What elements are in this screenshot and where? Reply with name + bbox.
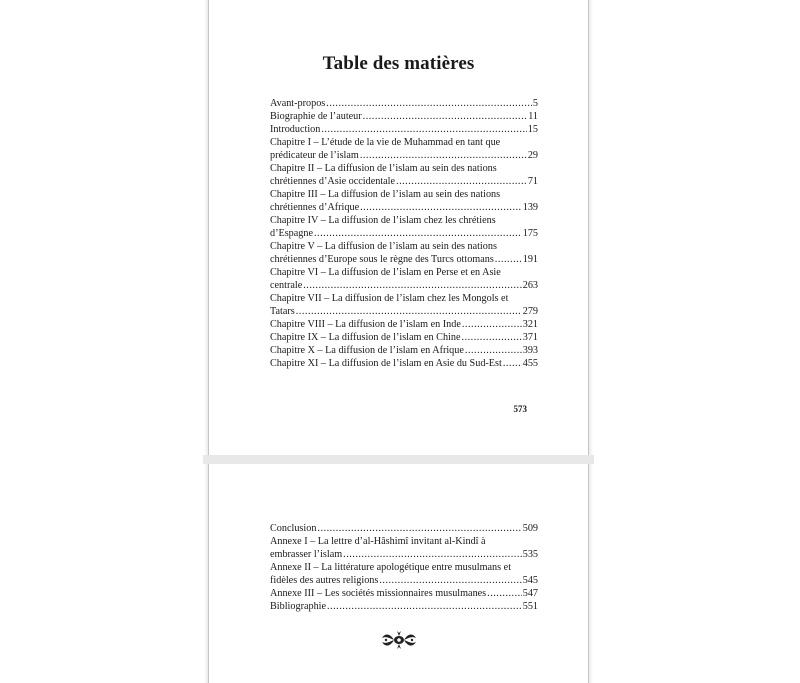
- toc-entry-title: Biographie de l’auteur: [270, 111, 362, 122]
- dot-leader: [462, 318, 522, 331]
- toc-entry-page: 535: [522, 549, 538, 560]
- toc-entry-title: embrasser l’islam: [270, 549, 343, 560]
- toc-entry-title: Chapitre VIII – La diffusion de l’islam en Inde: [270, 319, 461, 330]
- toc-entry-page: 71: [527, 176, 538, 187]
- dot-leader: [303, 279, 521, 292]
- fleuron-ornament-icon: [209, 630, 588, 655]
- toc-entry-page: 139: [522, 202, 538, 213]
- toc-entry-title: Chapitre X – La diffusion de l’islam en Afrique: [270, 345, 464, 356]
- toc-entry: [270, 600, 538, 613]
- toc-entry-title: chrétiennes d’Asie occidentale: [270, 176, 396, 187]
- dot-leader: [487, 587, 522, 600]
- toc-entry-title: Chapitre I – L’étude de la vie de Muhammad en tant que: [270, 137, 501, 148]
- toc-entry-title: Avant-propos: [270, 98, 326, 109]
- toc-entry-page: 393: [522, 345, 538, 356]
- dot-leader: [314, 227, 522, 240]
- toc-entry-page: 191: [522, 254, 538, 265]
- toc-entry-page: 279: [522, 306, 538, 317]
- dot-leader: [360, 201, 522, 214]
- dot-leader: [326, 97, 532, 110]
- toc-entry: [270, 123, 538, 136]
- dot-leader: [363, 110, 528, 123]
- toc-entry: [270, 344, 538, 357]
- toc-entry-title: Chapitre V – La diffusion de l’islam au sein des nations: [270, 241, 497, 252]
- toc-entry: [270, 331, 538, 344]
- toc-entry: [270, 136, 538, 162]
- toc-entry-title: chrétiennes d’Afrique: [270, 202, 360, 213]
- toc-entry-title: Chapitre VII – La diffusion de l’islam chez les Mongols et: [270, 293, 509, 304]
- dot-leader: [462, 331, 522, 344]
- toc-entry: [270, 162, 538, 188]
- toc-entry: [270, 318, 538, 331]
- dot-leader: [379, 574, 521, 587]
- book-page-574: [208, 464, 589, 683]
- toc-entry: [270, 561, 538, 587]
- toc-entry-title: Chapitre IX – La diffusion de l’islam en Chine: [270, 332, 461, 343]
- toc-entry-page: 509: [522, 523, 538, 534]
- page-separator: [203, 455, 594, 464]
- toc-entry: [270, 522, 538, 535]
- toc-entry-page: 321: [522, 319, 538, 330]
- toc-entry: [270, 587, 538, 600]
- toc-entry: [270, 188, 538, 214]
- toc-entry-title: Chapitre IV – La diffusion de l’islam chez les chrétiens: [270, 215, 496, 226]
- toc-entry-title: chrétiennes d’Europe sous le règne des Turcs ottomans: [270, 254, 494, 265]
- toc-entry-page: 175: [522, 228, 538, 239]
- toc-entry-page: 371: [522, 332, 538, 343]
- toc-entry-page: 15: [527, 124, 538, 135]
- book-page-573: [208, 0, 589, 455]
- toc-entry-title: Annexe I – La lettre d’al-Hâshimî invitant al-Kindî à: [270, 536, 486, 547]
- toc-entry-title: Chapitre XI – La diffusion de l’islam en Asie du Sud-Est: [270, 358, 502, 369]
- toc-entry-title: fidèles des autres religions: [270, 575, 379, 586]
- page-number: 573: [513, 404, 527, 414]
- toc-entry-title: Chapitre III – La diffusion de l’islam au sein des nations: [270, 189, 501, 200]
- toc-entry: [270, 535, 538, 561]
- toc-entry-page: 455: [522, 358, 538, 369]
- toc-entry-title: d’Espagne: [270, 228, 313, 239]
- toc-entry-title: Chapitre VI – La diffusion de l’islam en Perse et en Asie: [270, 267, 501, 278]
- dot-leader: [503, 357, 522, 370]
- toc-entry-title: prédicateur de l’islam: [270, 150, 359, 161]
- toc-entry-page: 547: [522, 588, 538, 599]
- toc-entry-title: Annexe III – Les sociétés missionnaires musulmanes: [270, 588, 487, 599]
- toc-entry-page: 551: [522, 601, 538, 612]
- dot-leader: [296, 305, 522, 318]
- toc-entry-page: 263: [522, 280, 538, 291]
- toc-entry-page: 545: [522, 575, 538, 586]
- toc-entry-title: Tatars: [270, 306, 295, 317]
- dot-leader: [360, 149, 527, 162]
- toc-entry-title: Introduction: [270, 124, 321, 135]
- dot-leader: [495, 253, 522, 266]
- toc-entry-title: Bibliographie: [270, 601, 327, 612]
- toc-entry-title: Chapitre II – La diffusion de l’islam au sein des nations: [270, 163, 497, 174]
- dot-leader: [327, 600, 522, 613]
- dot-leader: [343, 548, 522, 561]
- toc-entry: [270, 97, 538, 110]
- toc-list-continued: [270, 522, 538, 613]
- dot-leader: [465, 344, 522, 357]
- toc-entry: [270, 357, 538, 370]
- dot-leader: [396, 175, 527, 188]
- toc-entry-title: Conclusion: [270, 523, 317, 534]
- toc-entry: [270, 266, 538, 292]
- toc-entry-page: 11: [528, 111, 538, 122]
- toc-entry-title: centrale: [270, 280, 303, 291]
- toc-entry: [270, 292, 538, 318]
- toc-list: [270, 97, 538, 370]
- page-title: Table des matières: [322, 53, 475, 74]
- toc-entry-page: 5: [532, 98, 538, 109]
- dot-leader: [317, 522, 521, 535]
- toc-entry: [270, 240, 538, 266]
- dot-leader: [321, 123, 526, 136]
- toc-entry: [270, 110, 538, 123]
- toc-entry: [270, 214, 538, 240]
- toc-entry-page: 29: [527, 150, 538, 161]
- toc-entry-title: Annexe II – La littérature apologétique entre musulmans et: [270, 562, 512, 573]
